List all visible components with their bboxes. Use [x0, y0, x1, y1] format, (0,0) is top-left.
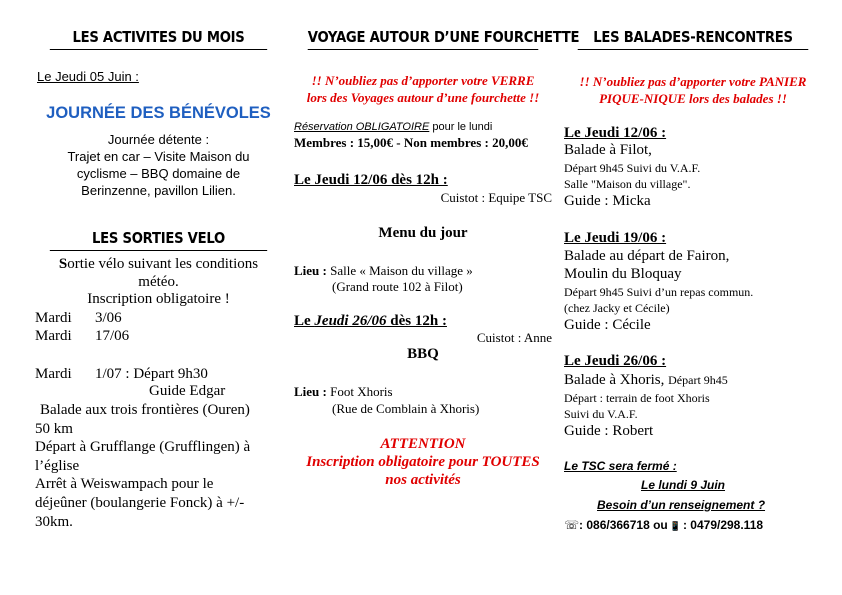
balades-warning-line: !! N’oubliez pas d’apporter votre PANIER [579, 74, 807, 89]
voyage-2-date [294, 313, 447, 330]
desc-line: Berinzenne, pavillon Lilien. [81, 183, 236, 198]
mardi-3-date [95, 366, 208, 383]
mobile-number: : 0479/298.118 [682, 518, 764, 532]
attention-line: Inscription obligatoire pour TOUTES [306, 454, 540, 470]
lieu-1-label: Lieu : [294, 263, 327, 278]
balade-1-line-1: Balade à Filot, [564, 142, 652, 158]
mardi-2-day: Mardi [35, 328, 72, 344]
velo-details [35, 401, 250, 531]
voyage-warning [292, 72, 554, 106]
reservation-lundi: pour le lundi [429, 121, 493, 133]
section-title-activites: LES ACTIVITES DU MOIS [50, 27, 267, 50]
section-title-velo: LES SORTIES VELO [50, 228, 267, 251]
velo-line: 50 km [35, 420, 73, 437]
tsc-closed: Le TSC sera fermé : [564, 459, 677, 473]
balade-3-guide: Guide : Robert [564, 423, 654, 439]
voyage-2-time: dès 12h : [386, 313, 447, 329]
voyage-2-cuistot: Cuistot : Anne [476, 330, 552, 345]
velo-meteo: météo. [138, 273, 179, 290]
balade-2-line-1: Balade au départ de Fairon, [564, 248, 730, 264]
balades-warning-line: PIQUE-NIQUE lors des balades !! [599, 90, 787, 106]
velo-inscription: Inscription obligatoire ! [87, 291, 230, 307]
voyage-2-jeudi: Jeudi 26/06 [314, 313, 387, 329]
phone-number: : 086/366718 ou [579, 518, 668, 532]
lieu-2-label: Lieu : [294, 384, 327, 399]
mardi-3-date-text: 1/07 : [95, 366, 130, 382]
balade-3-depart: Départ 9h45 [668, 373, 728, 387]
tsc-closed-date: Le lundi 9 Juin [641, 478, 726, 492]
velo-line: Arrêt à Weiswampach pour le [35, 476, 214, 493]
attention-notice [292, 435, 554, 489]
voyage-1-cuistot: Cuistot : Equipe TSC [440, 190, 552, 205]
activity-title: JOURNÉE DES BÉNÉVOLES [46, 104, 271, 122]
balade-2-line-3: Départ 9h45 Suivi d’un repas commun. [564, 285, 754, 299]
lieu-1-place: Salle « Maison du village » [326, 263, 473, 278]
attention-title: ATTENTION [380, 436, 466, 452]
mardi-3-depart: Départ 9h30 [133, 366, 208, 382]
balade-2-guide: Guide : Cécile [564, 317, 651, 333]
balade-3-date: Le Jeudi 26/06 : [564, 353, 667, 369]
balade-1-guide: Guide : Micka [564, 193, 651, 209]
mardi-1-date: 3/06 [95, 310, 122, 326]
lieu-2-address: (Rue de Comblain à Xhoris) [332, 401, 480, 416]
phone-icon: ☏ [564, 518, 580, 532]
voyage-warning-line: !! N’oubliez pas d’apporter votre VERRE [311, 73, 535, 88]
mardi-3-day: Mardi [35, 366, 72, 382]
balade-2-line-2: Moulin du Bloquay [564, 266, 682, 282]
balade-3-line-3: Suivi du V.A.F. [564, 407, 638, 421]
activity-description [35, 131, 282, 199]
section-title-voyage: VOYAGE AUTOUR D’UNE FOURCHETTE [308, 27, 539, 50]
lieu-2-place: Foot Xhoris [326, 384, 393, 399]
reservation-note [294, 121, 492, 133]
prices: Membres : 15,00€ - Non membres : 20,00€ [294, 135, 528, 150]
velo-line: l’église [35, 457, 80, 474]
section-title-balades: LES BALADES-RENCONTRES [578, 27, 809, 50]
mardi-1-day: Mardi [35, 310, 72, 326]
mardi-2-date: 17/06 [95, 328, 130, 344]
attention-line: nos activités [385, 472, 461, 488]
velo-line: Départ à Grufflange (Grufflingen) à [35, 439, 251, 456]
voyage-1-date: Le Jeudi 12/06 dès 12h : [294, 172, 448, 188]
velo-intro-text: ortie vélo suivant les conditions [67, 256, 259, 272]
column-voyage [292, 27, 580, 50]
balade-1-line-2: Départ 9h45 Suivi du V.A.F. [564, 161, 701, 175]
menu-title: Menu du jour [378, 225, 468, 241]
voyage-warning-line: lors des Voyages autour d’une fourchette !! [306, 90, 540, 105]
desc-line: Journée détente : [107, 132, 210, 147]
velo-line: Balade aux trois frontières (Ouren) [40, 402, 250, 418]
balade-2-date: Le Jeudi 19/06 : [564, 230, 667, 246]
mobile-icon: 📱 [669, 522, 681, 532]
velo-guide: Guide Edgar [149, 383, 226, 399]
velo-intro [35, 256, 282, 309]
lieu-1 [294, 263, 473, 279]
balade-3-line-1 [564, 372, 728, 389]
contact-line [564, 518, 763, 532]
activity-date: Le Jeudi 05 Juin : [37, 69, 139, 84]
balade-1-date: Le Jeudi 12/06 : [564, 125, 667, 141]
voyage-2-le: Le [294, 313, 315, 329]
velo-intro-initial: S [58, 256, 68, 272]
balade-1-line-3: Salle "Maison du village". [564, 177, 691, 191]
balade-2-line-4: (chez Jacky et Cécile) [564, 301, 670, 315]
lieu-2 [294, 384, 393, 400]
reservation-obligatoire: Réservation OBLIGATOIRE [294, 121, 430, 133]
velo-line: 30km. [35, 513, 73, 530]
balades-warning [562, 74, 824, 107]
desc-line: cyclisme – BBQ domaine de [76, 166, 241, 181]
velo-line: déjeûner (boulangerie Fonck) à +/- [35, 494, 245, 511]
balade-3-line-2: Départ : terrain de foot Xhoris [564, 391, 710, 405]
bbq-title: BBQ [407, 346, 439, 362]
lieu-1-address: (Grand route 102 à Filot) [332, 279, 463, 294]
info-question: Besoin d’un renseignement ? [597, 498, 766, 512]
balade-3-place: Balade à Xhoris, [564, 372, 669, 388]
column-activites [35, 27, 282, 50]
column-balades [562, 27, 824, 50]
column-velo [35, 228, 282, 251]
desc-line: Trajet en car – Visite Maison du [67, 149, 250, 164]
